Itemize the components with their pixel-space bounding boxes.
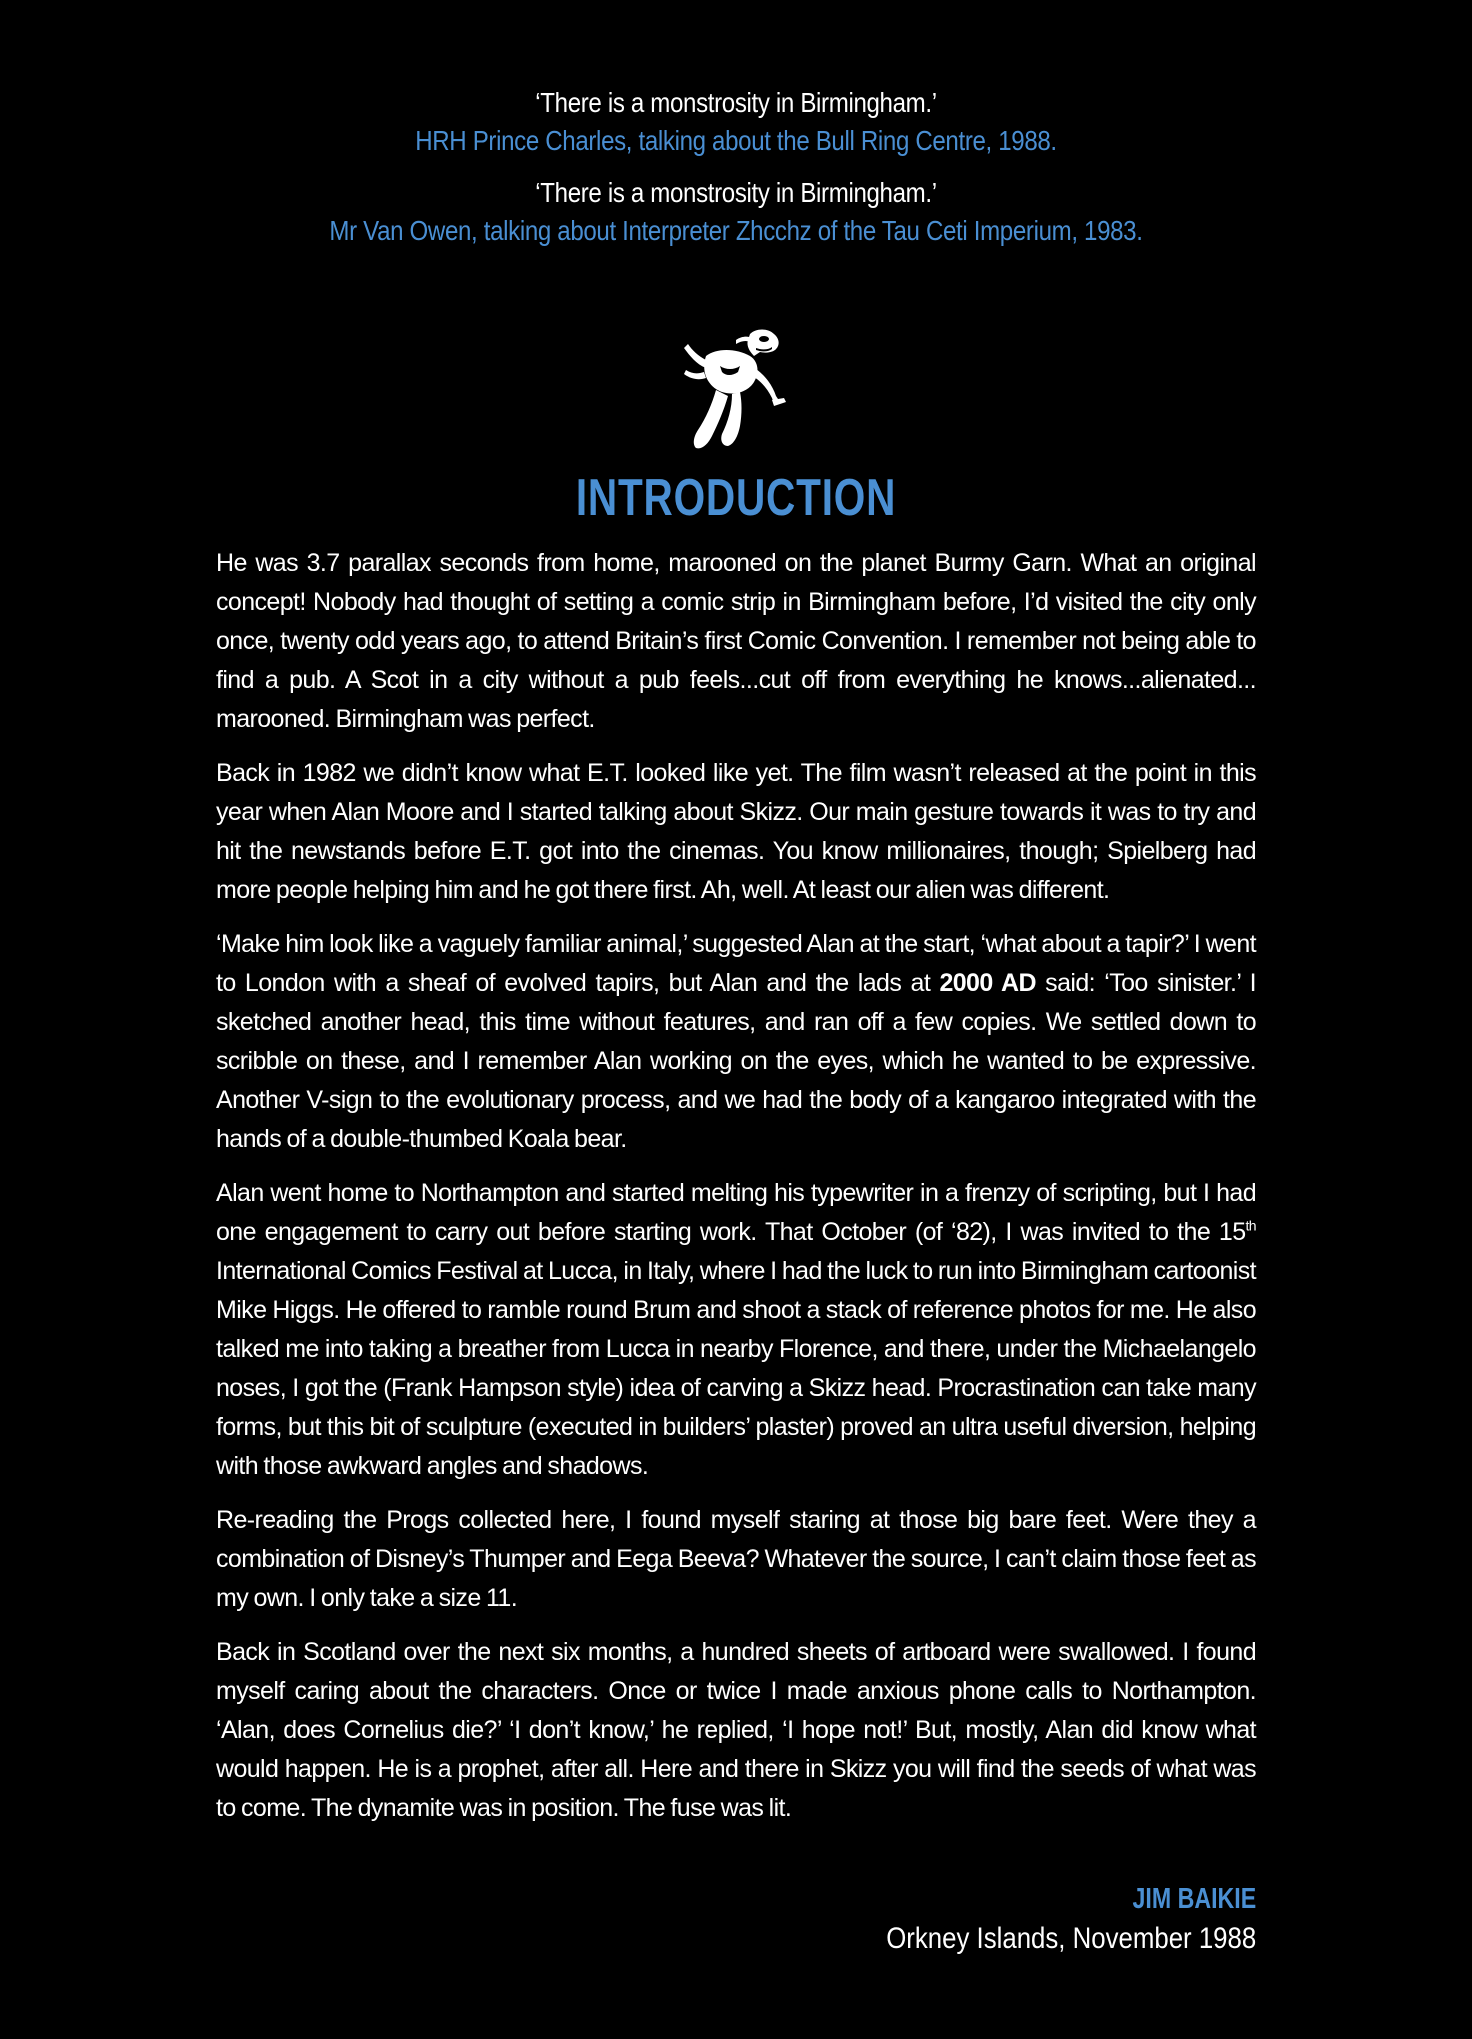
skizz-alien-silhouette-icon <box>676 326 798 454</box>
paragraph-text: International Comics Festival at Lucca, in Italy, where I had the luck to run into Birmingham cartoonist Mike Higgs. He offered to ramble round Brum and shoot a stack of reference photos for me. He also talked me into taking a breather from Lucca in nearby Florence, and there, under the Michaelangelo noses, I got the (Frank Hampson style) idea of carving a Skizz head. Procrastination can take many forms, but this bit of sculpture (executed in builders’ plaster) proved an ultra useful diversion, helping with those awkward angles and shadows. <box>216 1257 1256 1480</box>
signoff <box>826 1879 1256 1959</box>
paragraph <box>216 925 1256 1159</box>
ordinal-suffix: th <box>1245 1217 1256 1234</box>
page-title: INTRODUCTION <box>575 469 897 527</box>
introduction-body <box>216 544 1256 1843</box>
place-date: Orkney Islands, November 1988 <box>886 1922 1256 1955</box>
paragraph: Re-reading the Progs collected here, I found myself staring at those big bare feet. Were they a combination of Disney’s Thumper and Eega Beeva? Whatever the source, I can’t claim those feet as my own. I only take a size 11. <box>216 1506 1256 1612</box>
epigraph-1 <box>0 84 1472 160</box>
paragraph <box>216 1174 1256 1486</box>
paragraph-text: ‘Make him look like a vaguely familiar animal,’ suggested Alan at the start, ‘what about a tapir?’ I went to London with a sheaf of evolved tapirs, but Alan and the lads at <box>216 930 1256 997</box>
paragraph: Back in Scotland over the next six months, a hundred sheets of artboard were swallowed. I found myself caring about the characters. Once or twice I made anxious phone calls to Northampton. ‘Alan, does Cornelius die?’ ‘I don’t know,’ he replied, ‘I hope not!’ But, mostly, Alan did know what would happen. He is a prophet, after all. Here and there in Skizz you will find the seeds of what was to come. The dynamite was in position. The fuse was lit. <box>216 1638 1256 1822</box>
paragraph: He was 3.7 parallax seconds from home, marooned on the planet Burmy Garn. What an original concept! Nobody had thought of setting a comic strip in Birmingham before, I’d visited the city only once, twenty odd years ago, to attend Britain’s first Comic Convention. I remember not being able to find a pub. A Scot in a city without a pub feels...cut off from everything he knows...alienated... marooned. Birmingham was perfect. <box>216 549 1256 733</box>
epigraphs <box>0 84 1472 264</box>
epigraph-2 <box>0 174 1472 250</box>
publication-name: 2000 AD <box>939 969 1036 997</box>
paragraph-text: said: ‘Too sinister.’ I sketched another head, this time without features, and ran off a few copies. We settled down to scribble on these, and I remember Alan working on the eyes, which he wanted to be expressive. Another V-sign to the evolutionary process, and we had the body of a kangaroo integrated with the hands of a double-thumbed Koala bear. <box>216 969 1256 1153</box>
epigraph-quote: ‘There is a monstrosity in Birmingham.’ <box>535 87 937 118</box>
epigraph-attribution: HRH Prince Charles, talking about the Bull Ring Centre, 1988. <box>415 125 1057 156</box>
paragraph: Back in 1982 we didn’t know what E.T. looked like yet. The film wasn’t released at the point in this year when Alan Moore and I started talking about Skizz. Our main gesture towards it was to try and hit the newstands before E.T. got into the cinemas. You know millionaires, though; Spielberg had more people helping him and he got there first. Ah, well. At least our alien was different. <box>216 759 1256 904</box>
author-name: JIM BAIKIE <box>1132 1883 1256 1915</box>
epigraph-quote: ‘There is a monstrosity in Birmingham.’ <box>535 177 937 208</box>
paragraph-text: Alan went home to Northampton and started melting his typewriter in a frenzy of scripting, but I had one engagement to carry out before starting work. That October (of ‘82), I was invited to the 15 <box>216 1179 1256 1246</box>
epigraph-attribution: Mr Van Owen, talking about Interpreter Zhcchz of the Tau Ceti Imperium, 1983. <box>329 215 1143 246</box>
